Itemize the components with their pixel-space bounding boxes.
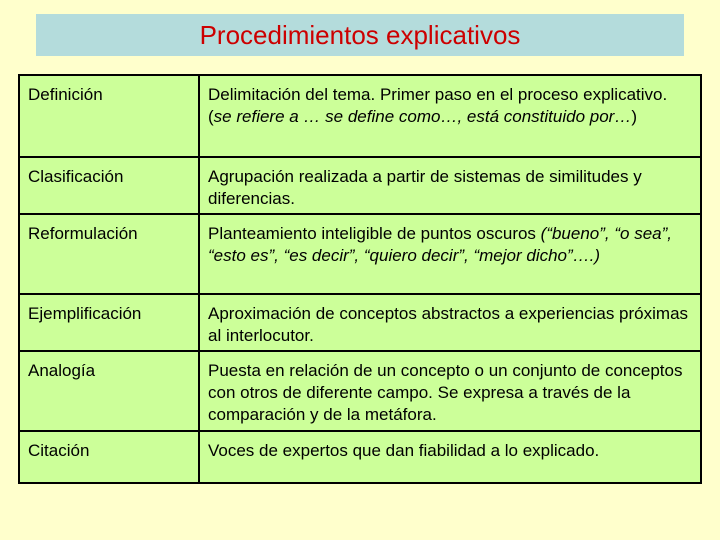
description-text: Planteamiento inteligible de puntos oscuros (208, 224, 541, 243)
table-row (19, 431, 701, 483)
term-cell: Definición (19, 75, 199, 157)
term-cell: Analogía (19, 351, 199, 431)
description-examples: (“bueno”, “o sea”, “esto es”, “es decir”, “quiero decir”, “mejor dicho”….) (208, 224, 672, 265)
description-text: Puesta en relación de un concepto o un conjunto de conceptos con otros de diferente campo. Se expresa a través de la comparación y de la metáfora. (208, 361, 683, 424)
description-cell (199, 75, 701, 157)
description-cell (199, 351, 701, 431)
table-row (19, 75, 701, 157)
description-text: Aproximación de conceptos abstractos a experiencias próximas al interlocutor. (208, 304, 689, 345)
term-cell: Citación (19, 431, 199, 483)
table-row (19, 294, 701, 351)
term-cell: Ejemplificación (19, 294, 199, 351)
description-text: Delimitación del tema. Primer paso en el proceso explicativo. ( (208, 85, 668, 126)
term-cell: Clasificación (19, 157, 199, 214)
page-title: Procedimientos explicativos (199, 19, 521, 50)
description-text: Agrupación realizada a partir de sistemas de similitudes y diferencias. (208, 167, 642, 208)
description-cell (199, 157, 701, 214)
description-examples: se refiere a … se define como…, está constituido por… (213, 107, 632, 126)
table-row (19, 351, 701, 431)
procedures-table (18, 74, 702, 484)
description-cell (199, 431, 701, 483)
description-text: Voces de expertos que dan fiabilidad a lo explicado. (208, 441, 600, 460)
description-tail: ) (631, 107, 637, 126)
title-banner (36, 14, 684, 56)
description-cell (199, 214, 701, 294)
table-row (19, 157, 701, 214)
description-cell (199, 294, 701, 351)
table-row (19, 214, 701, 294)
term-cell: Reformulación (19, 214, 199, 294)
